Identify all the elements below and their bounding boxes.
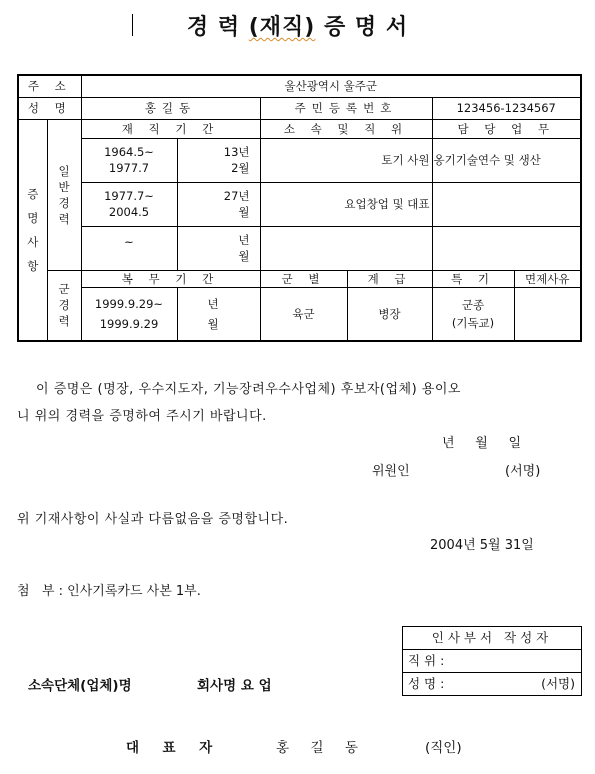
affiliation-cell[interactable]: 토기 사원 [260, 138, 432, 182]
title-part-career: 경 력 [186, 15, 249, 40]
period-duration[interactable] [177, 182, 260, 226]
confirmation-paragraph: 위 기재사항이 사실과 다름없음을 증명합니다. [17, 512, 289, 527]
title-part-employed: (재직) [248, 15, 316, 40]
document-title [0, 10, 595, 41]
writer-position-label: 직 위 : [408, 653, 445, 668]
military-char: 군 [58, 282, 70, 297]
name-value[interactable]: 홍길동 [81, 97, 260, 119]
duty-cell[interactable] [432, 182, 581, 226]
col-header-exemption: 면제사유 [514, 270, 581, 287]
certificate-table [17, 74, 582, 342]
branch-cell[interactable]: 육군 [260, 287, 347, 341]
military-career-label [47, 270, 81, 341]
duration-months: 월 [238, 205, 250, 219]
applicant-label: 위원인 [372, 464, 410, 479]
applicant-sign: (서명) [505, 464, 541, 479]
title-part-certificate: 증 명 서 [315, 15, 409, 40]
writer-title: 인사부서 작성자 [431, 630, 553, 645]
specialty-line: 군종 [461, 297, 485, 312]
duty-cell[interactable]: 옹기기술연수 및 생산 [432, 138, 581, 182]
proof-char: 사 [27, 234, 39, 249]
affiliation-cell[interactable]: 요업창업 및 대표 [260, 182, 432, 226]
proof-char: 항 [27, 258, 39, 273]
representative-label: 대 표 자 [126, 740, 213, 756]
col-header-service-period: 복 무 기 간 [81, 270, 260, 287]
proof-char: 명 [27, 210, 39, 225]
org-label: 소속단체(업체)명 [28, 678, 132, 694]
official-seal: (직인) [425, 740, 462, 756]
col-header-duty: 담 당 업 무 [432, 119, 581, 138]
period-duration[interactable] [177, 226, 260, 270]
table-row [18, 182, 581, 226]
address-label: 주 소 [18, 75, 81, 97]
col-header-period: 재 직 기 간 [81, 119, 260, 138]
general-char: 반 [58, 179, 70, 194]
text-cursor [132, 14, 133, 36]
service-dates[interactable] [81, 287, 177, 341]
table-row [18, 226, 581, 270]
attachment-line: 첨 부 : 인사기록카드 사본 1부. [17, 584, 201, 599]
general-career-label [47, 119, 81, 270]
specialty-line: (기독교) [451, 315, 495, 330]
representative-name[interactable]: 홍 길 동 [276, 740, 359, 756]
name-label: 성 명 [18, 97, 81, 119]
period-end: 1977.7 [108, 161, 150, 175]
duration-years: 년 [207, 296, 219, 311]
writer-box [402, 626, 582, 696]
duration-years: 13년 [223, 145, 250, 159]
exemption-cell[interactable] [514, 287, 581, 341]
service-start: 1999.9.29~ [94, 296, 164, 311]
rank-cell[interactable]: 병장 [347, 287, 432, 341]
duration-years: 년 [238, 233, 250, 247]
service-end: 1999.9.29 [99, 316, 159, 331]
general-char: 일 [58, 163, 70, 178]
specialty-cell[interactable] [432, 287, 514, 341]
duration-months: 월 [238, 249, 250, 263]
military-char: 력 [58, 314, 70, 329]
general-char: 력 [58, 211, 70, 226]
period-end: 2004.5 [108, 205, 150, 219]
writer-position-field[interactable] [403, 649, 581, 672]
rrn-value[interactable]: 123456-1234567 [432, 97, 581, 119]
table-row [18, 138, 581, 182]
org-value[interactable]: 회사명 요 업 [197, 678, 272, 694]
request-paragraph-line1: 이 증명은 (명장, 우수지도자, 기능장려우수사업체) 후보자(업체) 용이오 [36, 382, 461, 397]
issue-date: 2004년 5월 31일 [430, 538, 534, 553]
request-paragraph-line2: 니 위의 경력을 증명하여 주시기 바랍니다. [17, 409, 267, 424]
period-dates[interactable] [81, 182, 177, 226]
duty-cell[interactable] [432, 226, 581, 270]
writer-sign: (서명) [541, 676, 575, 691]
address-value[interactable]: 울산광역시 울주군 [81, 75, 581, 97]
col-header-branch: 군 별 [260, 270, 347, 287]
duration-years: 27년 [223, 189, 250, 203]
affiliation-cell[interactable] [260, 226, 432, 270]
period-start: 1964.5~ [104, 145, 154, 159]
period-duration[interactable] [177, 138, 260, 182]
proof-char: 증 [27, 186, 39, 201]
col-header-rank: 계 급 [347, 270, 432, 287]
general-char: 경 [58, 195, 70, 210]
duration-months: 월 [207, 316, 219, 331]
date-blank: 년 월 일 [442, 436, 521, 451]
col-header-affiliation: 소 속 및 직 위 [260, 119, 432, 138]
writer-name-label: 성 명 : [408, 676, 445, 691]
writer-name-field[interactable] [403, 672, 581, 695]
proof-items-label [18, 119, 47, 341]
period-dates[interactable]: ~ [81, 226, 177, 270]
col-header-specialty: 특 기 [432, 270, 514, 287]
military-char: 경 [58, 298, 70, 313]
period-start: 1977.7~ [104, 189, 154, 203]
period-dates[interactable] [81, 138, 177, 182]
table-row [18, 287, 581, 341]
duration-months: 2월 [231, 161, 250, 175]
service-duration[interactable] [177, 287, 260, 341]
rrn-label: 주민등록번호 [260, 97, 432, 119]
